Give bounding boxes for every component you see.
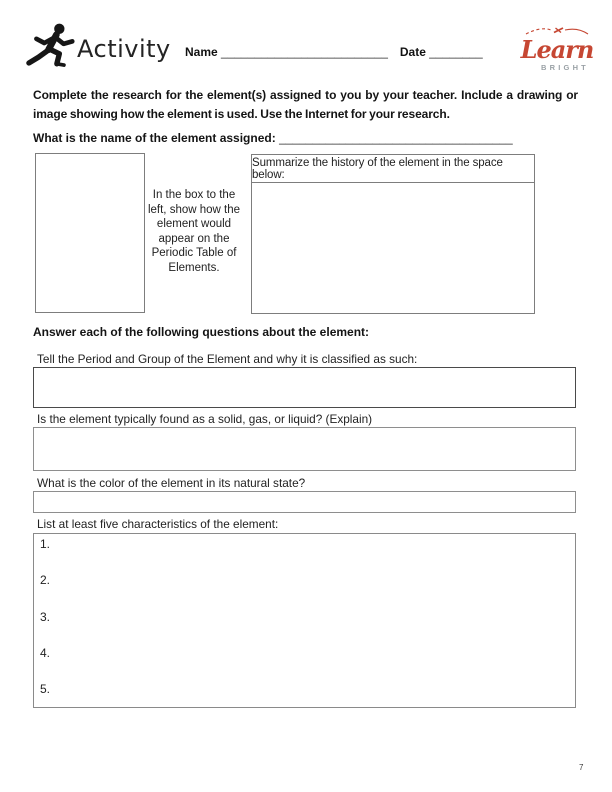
instructions-text: Complete the research for the element(s) assigned to you by your teacher. Include a drawing or image showing how the element is used. Use the Internet for your research. — [33, 88, 578, 121]
name-date-row — [185, 45, 483, 59]
date-label: Date — [399, 45, 426, 59]
history-prompt: Summarize the history of the element in the space below: — [252, 155, 534, 183]
list-number: 1. — [40, 537, 51, 551]
question-label-period-group: Tell the Period and Group of the Element and why it is classified as such: — [37, 352, 418, 366]
element-name-question — [33, 131, 513, 145]
learn-bright-logo — [508, 25, 606, 72]
question-label-state: Is the element typically found as a solid, gas, or liquid? (Explain) — [37, 412, 373, 426]
name-blank-field[interactable]: _________________________ — [221, 45, 388, 59]
questions-heading: Answer each of the following questions about the element: — [33, 325, 370, 339]
list-number: 2. — [40, 573, 51, 587]
logo-learn-text: Learn — [520, 35, 594, 64]
characteristics-box[interactable] — [33, 533, 576, 708]
history-answer-area[interactable] — [252, 183, 534, 313]
page-title: Activity — [77, 35, 171, 63]
periodic-tile-drawing-box[interactable] — [35, 153, 145, 313]
list-number: 3. — [40, 610, 51, 624]
element-name-question-label: What is the name of the element assigned: — [33, 131, 276, 145]
logo-bright-text: BRIGHT — [541, 63, 589, 72]
list-number: 4. — [40, 646, 51, 660]
characteristics-label: List at least five characteristics of the element: — [37, 517, 279, 531]
question-label-color: What is the color of the element in its natural state? — [37, 476, 306, 490]
element-name-blank-field[interactable]: ___________________________________ — [279, 131, 513, 145]
answer-box-state[interactable] — [33, 427, 576, 471]
name-label: Name — [185, 45, 218, 59]
page-number: 7 — [579, 763, 584, 772]
periodic-tile-note: In the box to the left, show how the element would appear on the Periodic Table of Elements. — [147, 189, 241, 274]
history-box — [251, 154, 535, 314]
list-number: 5. — [40, 682, 51, 696]
answer-box-period-group[interactable] — [33, 367, 576, 408]
runner-icon — [26, 22, 76, 69]
date-blank-field[interactable]: ________ — [429, 45, 483, 59]
answer-box-color[interactable] — [33, 491, 576, 513]
